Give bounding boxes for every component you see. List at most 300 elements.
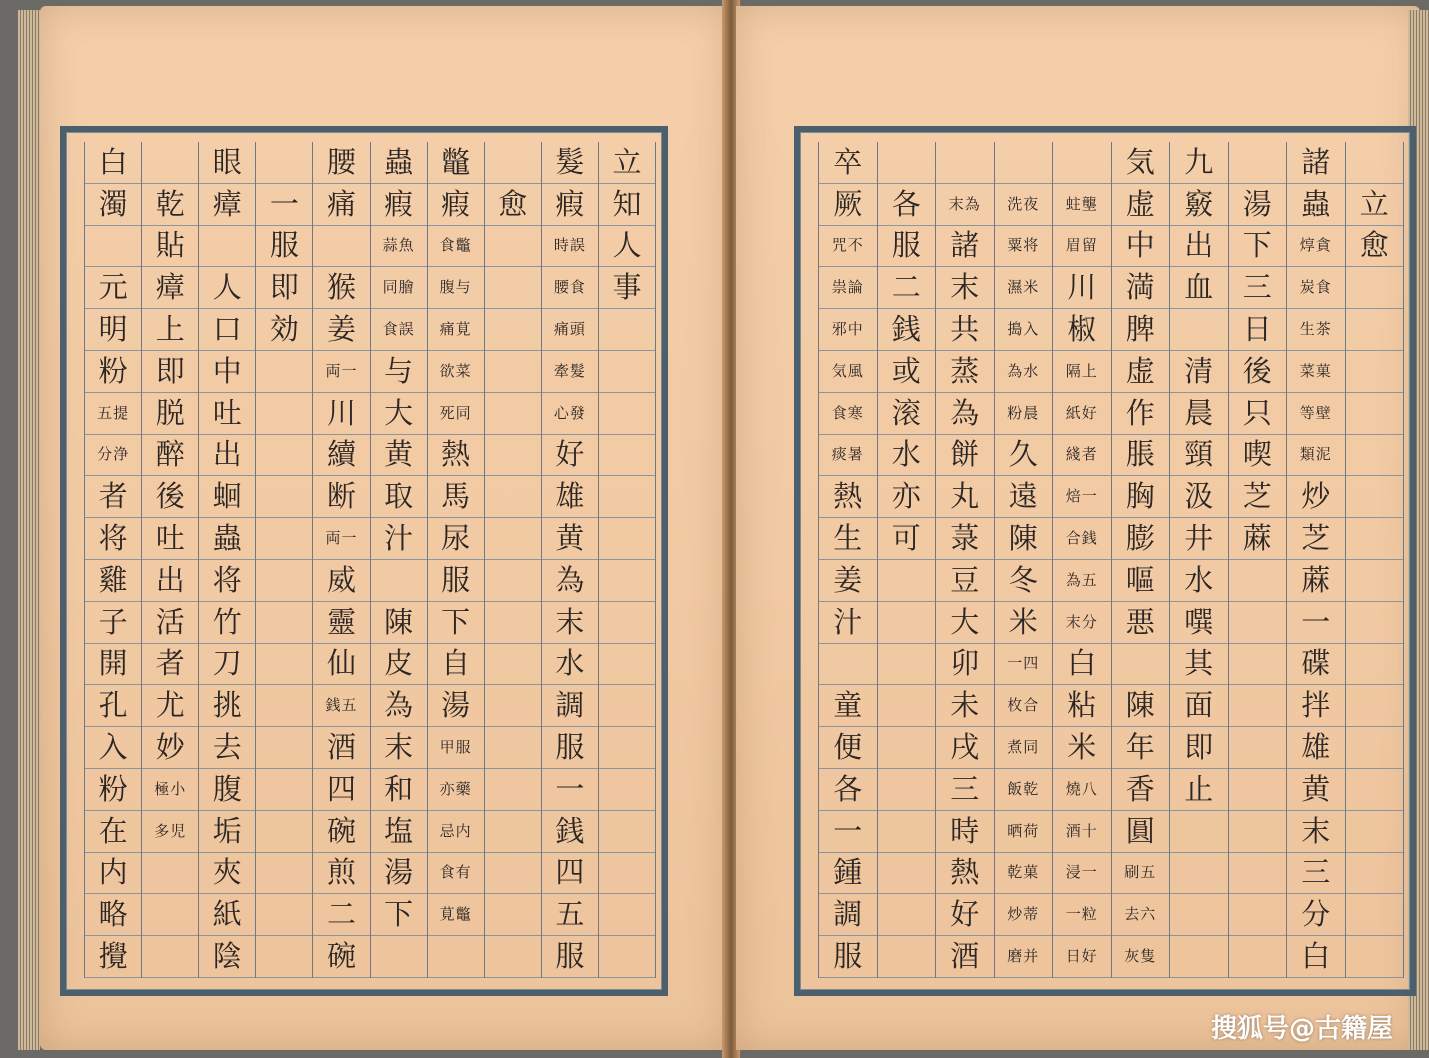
text-cell: 即 <box>1170 727 1228 769</box>
text-cell: 取 <box>371 476 427 518</box>
text-cell: 熱 <box>936 853 994 895</box>
text-cell: 同膾 <box>371 267 427 309</box>
text-cell: 碟 <box>1287 644 1345 686</box>
text-cell <box>485 560 541 602</box>
text-cell: 末 <box>1287 811 1345 853</box>
text-cell: 為五 <box>1053 560 1111 602</box>
text-column <box>1111 142 1170 978</box>
text-cell: 尤 <box>142 685 198 727</box>
text-cell: 搗入 <box>995 309 1053 351</box>
text-cell: 紙 <box>199 894 255 936</box>
text-cell: 蟲 <box>371 142 427 184</box>
text-cell: 喫 <box>1229 435 1287 477</box>
text-cell: 腰 <box>313 142 369 184</box>
text-cell <box>256 351 312 393</box>
text-cell <box>1229 560 1287 602</box>
text-cell: 一 <box>542 769 598 811</box>
text-cell <box>1170 936 1228 978</box>
text-cell <box>256 560 312 602</box>
text-cell <box>485 602 541 644</box>
text-cell: 乾 <box>142 184 198 226</box>
text-cell <box>599 560 655 602</box>
text-cell <box>256 811 312 853</box>
text-cell <box>485 393 541 435</box>
text-cell: 日好 <box>1053 936 1111 978</box>
text-cell: 清 <box>1170 351 1228 393</box>
text-cell <box>1346 685 1404 727</box>
text-cell: 脹 <box>1112 435 1170 477</box>
text-cell <box>1346 142 1404 184</box>
text-cell: 心發 <box>542 393 598 435</box>
text-cell: 亦 <box>878 476 936 518</box>
text-cell: 後 <box>142 476 198 518</box>
text-cell <box>256 476 312 518</box>
text-cell: 胸 <box>1112 476 1170 518</box>
text-cell: 和 <box>371 769 427 811</box>
text-cell: 竅 <box>1170 184 1228 226</box>
text-cell: 両一 <box>313 518 369 560</box>
text-cell: 亦藥 <box>428 769 484 811</box>
text-cell: 井 <box>1170 518 1228 560</box>
text-cell: 燒八 <box>1053 769 1111 811</box>
text-cell <box>878 602 936 644</box>
text-cell: 満 <box>1112 267 1170 309</box>
text-cell <box>878 727 936 769</box>
text-cell: 陳 <box>995 518 1053 560</box>
text-cell: 吐 <box>142 518 198 560</box>
text-cell: 下 <box>1229 226 1287 268</box>
text-cell <box>1346 560 1404 602</box>
text-cell: 牽髮 <box>542 351 598 393</box>
text-cell: 為 <box>936 393 994 435</box>
text-cell <box>599 518 655 560</box>
text-cell <box>485 727 541 769</box>
text-column <box>427 142 484 978</box>
text-cell: 明 <box>85 309 141 351</box>
text-cell <box>313 226 369 268</box>
text-cell: 二 <box>313 894 369 936</box>
text-cell <box>256 602 312 644</box>
text-cell <box>878 142 936 184</box>
text-cell: 瘕 <box>428 184 484 226</box>
text-cell: 服 <box>819 936 877 978</box>
text-cell: 出 <box>1170 226 1228 268</box>
text-cell: 虚 <box>1112 184 1170 226</box>
text-cell <box>1346 894 1404 936</box>
text-cell <box>485 644 541 686</box>
text-cell: 嘔 <box>1112 560 1170 602</box>
text-cell: 椒 <box>1053 309 1111 351</box>
text-cell: 後 <box>1229 351 1287 393</box>
text-cell: 将 <box>85 518 141 560</box>
text-column <box>598 142 656 978</box>
text-cell <box>485 226 541 268</box>
text-cell: 気風 <box>819 351 877 393</box>
text-cell <box>256 727 312 769</box>
text-cell: 紙好 <box>1053 393 1111 435</box>
text-cell <box>878 811 936 853</box>
text-cell: 晒荷 <box>995 811 1053 853</box>
text-cell: 醉 <box>142 435 198 477</box>
text-cell <box>819 644 877 686</box>
text-cell: 者 <box>85 476 141 518</box>
text-column <box>1169 142 1228 978</box>
text-cell: 面 <box>1170 685 1228 727</box>
text-cell <box>878 769 936 811</box>
text-cell: 童 <box>819 685 877 727</box>
text-cell: 九 <box>1170 142 1228 184</box>
text-column <box>541 142 598 978</box>
text-cell: 四 <box>542 853 598 895</box>
text-cell: 拌 <box>1287 685 1345 727</box>
text-cell: 即 <box>256 267 312 309</box>
text-cell: 止 <box>1170 769 1228 811</box>
left-text-grid <box>84 142 656 978</box>
text-cell <box>599 393 655 435</box>
text-cell: 蛔 <box>199 476 255 518</box>
text-cell: 血 <box>1170 267 1228 309</box>
text-cell: 粘 <box>1053 685 1111 727</box>
text-cell: 調 <box>542 685 598 727</box>
text-cell <box>599 309 655 351</box>
text-cell: 未 <box>936 685 994 727</box>
text-cell: 酒十 <box>1053 811 1111 853</box>
text-cell: 痛莧 <box>428 309 484 351</box>
text-cell: 隔上 <box>1053 351 1111 393</box>
text-cell <box>878 936 936 978</box>
text-cell <box>256 894 312 936</box>
text-cell <box>599 351 655 393</box>
text-cell <box>599 476 655 518</box>
text-cell: 妙 <box>142 727 198 769</box>
text-cell: 口 <box>199 309 255 351</box>
text-cell <box>599 853 655 895</box>
text-cell <box>1346 811 1404 853</box>
text-cell: 靈 <box>313 602 369 644</box>
text-cell: 末 <box>542 602 598 644</box>
text-cell: 汁 <box>371 518 427 560</box>
text-cell <box>599 644 655 686</box>
text-cell: 両一 <box>313 351 369 393</box>
text-cell: 白 <box>85 142 141 184</box>
text-cell: 腰食 <box>542 267 598 309</box>
text-cell: 水 <box>1170 560 1228 602</box>
text-cell: 分浄 <box>85 435 141 477</box>
text-cell: 皮 <box>371 644 427 686</box>
text-cell: 香 <box>1112 769 1170 811</box>
text-cell: 滚 <box>878 393 936 435</box>
text-cell: 酒 <box>936 936 994 978</box>
text-cell: 為 <box>542 560 598 602</box>
text-cell: 服 <box>428 560 484 602</box>
text-cell: 者 <box>142 644 198 686</box>
text-cell: 熱 <box>428 435 484 477</box>
text-cell: 熱 <box>819 476 877 518</box>
text-cell: 姜 <box>313 309 369 351</box>
text-cell: 大 <box>936 602 994 644</box>
text-cell <box>1229 811 1287 853</box>
text-cell: 悪 <box>1112 602 1170 644</box>
text-cell: 白 <box>1053 644 1111 686</box>
text-cell: 入 <box>85 727 141 769</box>
text-cell: 焙一 <box>1053 476 1111 518</box>
text-cell: 陳 <box>1112 685 1170 727</box>
text-cell: 綫者 <box>1053 435 1111 477</box>
text-cell: 人 <box>199 267 255 309</box>
text-cell: 煎 <box>313 853 369 895</box>
text-cell: 五 <box>542 894 598 936</box>
text-cell: 其 <box>1170 644 1228 686</box>
text-cell <box>485 309 541 351</box>
text-cell: 炒 <box>1287 476 1345 518</box>
text-cell: 卯 <box>936 644 994 686</box>
text-cell: 末為 <box>936 184 994 226</box>
text-cell <box>1229 602 1287 644</box>
text-cell <box>878 560 936 602</box>
text-cell: 痛頭 <box>542 309 598 351</box>
text-cell: 枚合 <box>995 685 1053 727</box>
text-column <box>818 142 877 978</box>
text-cell: 子 <box>85 602 141 644</box>
text-cell <box>1053 142 1111 184</box>
text-cell: 腹 <box>199 769 255 811</box>
text-cell: 粟将 <box>995 226 1053 268</box>
text-cell: 卒 <box>819 142 877 184</box>
text-cell: 浸一 <box>1053 853 1111 895</box>
text-cell: 略 <box>85 894 141 936</box>
text-cell: 厥 <box>819 184 877 226</box>
text-cell: 時 <box>936 811 994 853</box>
text-cell: 姜 <box>819 560 877 602</box>
text-cell: 為水 <box>995 351 1053 393</box>
text-cell: 白 <box>1287 936 1345 978</box>
text-cell: 川 <box>313 393 369 435</box>
text-cell: 在 <box>85 811 141 853</box>
text-cell <box>485 769 541 811</box>
text-cell: 餅 <box>936 435 994 477</box>
text-cell <box>1346 351 1404 393</box>
text-cell: 孔 <box>85 685 141 727</box>
text-column <box>1345 142 1405 978</box>
text-cell: 中 <box>199 351 255 393</box>
text-column <box>312 142 369 978</box>
text-cell: 食有 <box>428 853 484 895</box>
text-cell <box>371 936 427 978</box>
text-cell: 乾菓 <box>995 853 1053 895</box>
text-cell: 甲服 <box>428 727 484 769</box>
text-cell: 分 <box>1287 894 1345 936</box>
left-page-frame <box>60 126 668 996</box>
text-cell: 三 <box>1229 267 1287 309</box>
text-cell: 芝 <box>1287 518 1345 560</box>
text-cell: 陰 <box>199 936 255 978</box>
text-cell: 知 <box>599 184 655 226</box>
text-cell <box>1112 644 1170 686</box>
text-cell: 圓 <box>1112 811 1170 853</box>
text-cell: 活 <box>142 602 198 644</box>
text-cell: 竹 <box>199 602 255 644</box>
text-cell <box>256 435 312 477</box>
text-cell: 痰暑 <box>819 435 877 477</box>
text-column <box>198 142 255 978</box>
text-cell: 鍾 <box>819 853 877 895</box>
text-cell <box>199 226 255 268</box>
text-cell <box>142 936 198 978</box>
text-cell: 頸 <box>1170 435 1228 477</box>
text-cell <box>256 936 312 978</box>
text-cell <box>878 644 936 686</box>
text-cell: 下 <box>371 894 427 936</box>
text-column <box>1228 142 1287 978</box>
text-cell: 服 <box>542 727 598 769</box>
text-cell: 菉 <box>936 518 994 560</box>
text-cell <box>256 393 312 435</box>
text-column <box>484 142 541 978</box>
text-cell: 川 <box>1053 267 1111 309</box>
text-cell <box>485 811 541 853</box>
text-column <box>255 142 312 978</box>
text-cell <box>1229 769 1287 811</box>
text-cell: 一四 <box>995 644 1053 686</box>
text-cell <box>485 351 541 393</box>
text-cell <box>599 811 655 853</box>
text-cell: 虚 <box>1112 351 1170 393</box>
text-cell: 諸 <box>936 226 994 268</box>
text-column <box>1052 142 1111 978</box>
text-cell <box>371 560 427 602</box>
text-cell: 眼 <box>199 142 255 184</box>
text-cell: 多児 <box>142 811 198 853</box>
text-cell <box>1346 853 1404 895</box>
text-cell <box>1170 894 1228 936</box>
right-page-frame <box>794 126 1416 996</box>
text-cell: 人 <box>599 226 655 268</box>
text-cell <box>1170 309 1228 351</box>
text-cell: 立 <box>1346 184 1404 226</box>
text-cell: 忌内 <box>428 811 484 853</box>
text-cell: 攪 <box>85 936 141 978</box>
text-cell: 可 <box>878 518 936 560</box>
text-cell: 末 <box>371 727 427 769</box>
text-cell <box>142 142 198 184</box>
text-cell: 水 <box>878 435 936 477</box>
text-cell: 脱 <box>142 393 198 435</box>
text-cell: 元 <box>85 267 141 309</box>
text-cell: 等壁 <box>1287 393 1345 435</box>
text-cell: 食誤 <box>371 309 427 351</box>
text-cell: 吐 <box>199 393 255 435</box>
text-cell: 年 <box>1112 727 1170 769</box>
text-cell: 馬 <box>428 476 484 518</box>
text-cell: 末 <box>936 267 994 309</box>
text-cell <box>256 518 312 560</box>
text-cell: 事 <box>599 267 655 309</box>
text-cell <box>1346 267 1404 309</box>
text-cell: 刀 <box>199 644 255 686</box>
text-cell: 調 <box>819 894 877 936</box>
text-cell <box>1229 936 1287 978</box>
text-cell: 挑 <box>199 685 255 727</box>
text-cell <box>599 685 655 727</box>
text-cell <box>485 518 541 560</box>
text-cell: 去六 <box>1112 894 1170 936</box>
text-cell <box>256 853 312 895</box>
text-cell <box>485 685 541 727</box>
text-cell: 炭食 <box>1287 267 1345 309</box>
text-cell: 下 <box>428 602 484 644</box>
text-cell: 膨 <box>1112 518 1170 560</box>
text-cell: 湯 <box>371 853 427 895</box>
text-cell: 莧鼈 <box>428 894 484 936</box>
text-cell: 仙 <box>313 644 369 686</box>
text-cell: 蟲 <box>199 518 255 560</box>
text-cell <box>1346 769 1404 811</box>
text-cell: 濁 <box>85 184 141 226</box>
text-cell <box>1346 518 1404 560</box>
text-cell: 猴 <box>313 267 369 309</box>
text-cell: 瘕 <box>542 184 598 226</box>
text-column <box>994 142 1053 978</box>
text-cell: 銭 <box>542 811 598 853</box>
text-cell: 濕米 <box>995 267 1053 309</box>
text-cell: 煮同 <box>995 727 1053 769</box>
text-cell <box>1229 894 1287 936</box>
text-cell: 蒸 <box>936 351 994 393</box>
text-column <box>1286 142 1345 978</box>
text-cell: 去 <box>199 727 255 769</box>
text-cell: 夾 <box>199 853 255 895</box>
text-cell: 中 <box>1112 226 1170 268</box>
text-cell: 磨并 <box>995 936 1053 978</box>
text-cell: 鼈 <box>428 142 484 184</box>
text-cell: 或 <box>878 351 936 393</box>
text-cell: 只 <box>1229 393 1287 435</box>
text-cell <box>85 226 141 268</box>
left-page-edges <box>18 10 40 1050</box>
text-cell <box>599 894 655 936</box>
text-cell <box>256 142 312 184</box>
text-cell: 服 <box>878 226 936 268</box>
text-cell <box>142 853 198 895</box>
text-cell <box>1229 644 1287 686</box>
text-cell: 立 <box>599 142 655 184</box>
text-column <box>370 142 427 978</box>
text-cell: 碗 <box>313 811 369 853</box>
text-cell <box>485 267 541 309</box>
text-cell: 雞 <box>85 560 141 602</box>
text-cell: 効 <box>256 309 312 351</box>
text-cell: 祟論 <box>819 267 877 309</box>
text-cell: 尿 <box>428 518 484 560</box>
text-cell <box>1346 393 1404 435</box>
text-cell: 上 <box>142 309 198 351</box>
watermark: 搜狐号@古籍屋 <box>1210 1014 1393 1044</box>
text-cell: 芝 <box>1229 476 1287 518</box>
text-cell <box>485 435 541 477</box>
text-cell: 水 <box>542 644 598 686</box>
text-cell: 汁 <box>819 602 877 644</box>
text-cell: 塩 <box>371 811 427 853</box>
text-cell <box>936 142 994 184</box>
text-cell: 好 <box>542 435 598 477</box>
text-cell: 丸 <box>936 476 994 518</box>
text-cell: 湯 <box>1229 184 1287 226</box>
text-cell <box>485 476 541 518</box>
text-cell <box>485 853 541 895</box>
text-cell: 續 <box>313 435 369 477</box>
text-cell <box>485 894 541 936</box>
text-cell <box>599 769 655 811</box>
